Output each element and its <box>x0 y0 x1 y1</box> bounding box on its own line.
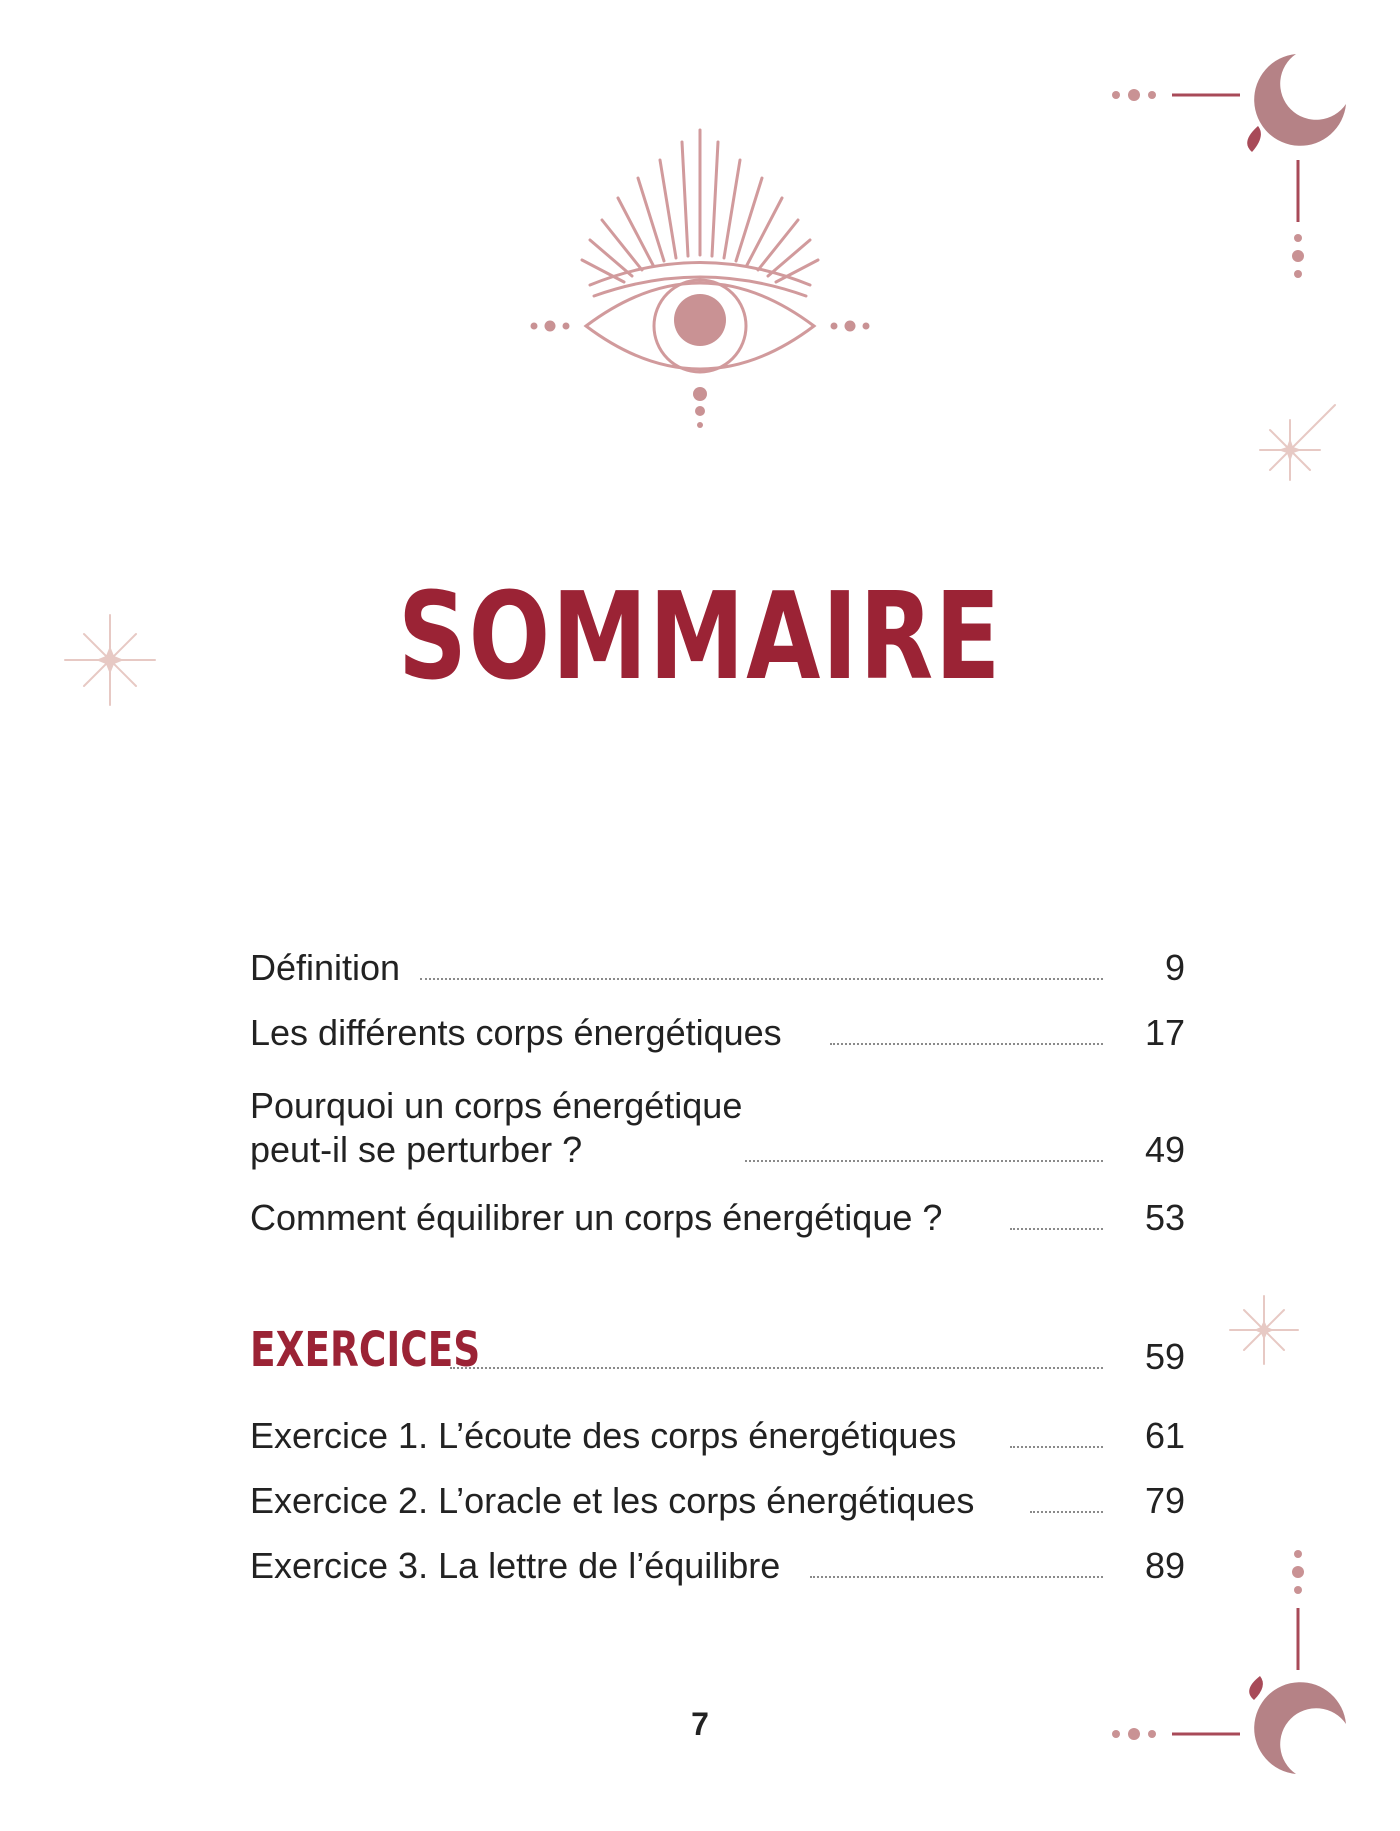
toc-entry <box>250 1406 1185 1462</box>
toc-entry <box>250 1066 1185 1176</box>
toc-entry-page: 17 <box>1144 1012 1185 1053</box>
toc-entry-page: 61 <box>1144 1415 1185 1456</box>
toc-entry-label: Exercice 3. La lettre de l’équilibre <box>250 1545 781 1586</box>
toc-entry-label <box>250 1084 744 1172</box>
leader-dots <box>830 1043 1103 1045</box>
sparkle-star-icon <box>1226 1292 1302 1368</box>
leader-dots <box>420 978 1103 980</box>
toc-entry-label: Définition <box>250 947 401 988</box>
toc-entry-page: 79 <box>1144 1480 1185 1521</box>
eye-icon <box>520 120 880 440</box>
toc-entry-page: 89 <box>1144 1545 1185 1586</box>
toc-entry <box>250 938 1185 994</box>
section-page: 59 <box>1144 1336 1185 1377</box>
toc-entry-page: 53 <box>1144 1197 1185 1238</box>
toc-entry-page: 49 <box>1144 1129 1185 1170</box>
toc-entry <box>250 1188 1185 1244</box>
leader-dots <box>1010 1228 1103 1230</box>
toc-entry-label: Exercice 1. L’écoute des corps énergétiques <box>250 1415 957 1456</box>
toc-entry <box>250 1003 1185 1059</box>
page-number: 7 <box>691 1706 709 1742</box>
toc-entry-label: Les différents corps énergétiques <box>250 1012 782 1053</box>
page-title: SOMMAIRE <box>397 568 1003 707</box>
toc-entry <box>250 1536 1185 1592</box>
section-title: EXERCICES <box>250 1322 481 1378</box>
toc-entry-label: Comment équilibrer un corps énergétique ? <box>250 1197 943 1238</box>
leader-dots <box>1010 1446 1103 1448</box>
leader-dots <box>810 1576 1103 1578</box>
toc-entry-page: 9 <box>1164 947 1185 988</box>
toc-entry <box>250 1471 1185 1527</box>
leader-dots <box>1030 1511 1103 1513</box>
toc-entry-label-line1: Pourquoi un corps énergétique <box>250 1085 743 1126</box>
toc-entry-label-line2: peut-il se perturber ? <box>250 1129 583 1170</box>
sparkle-star-icon <box>1240 400 1340 500</box>
toc-entry-label: Exercice 2. L’oracle et les corps énergétiques <box>250 1480 975 1521</box>
crescent-moon-icon <box>1100 40 1360 300</box>
leader-dots <box>450 1367 1103 1369</box>
